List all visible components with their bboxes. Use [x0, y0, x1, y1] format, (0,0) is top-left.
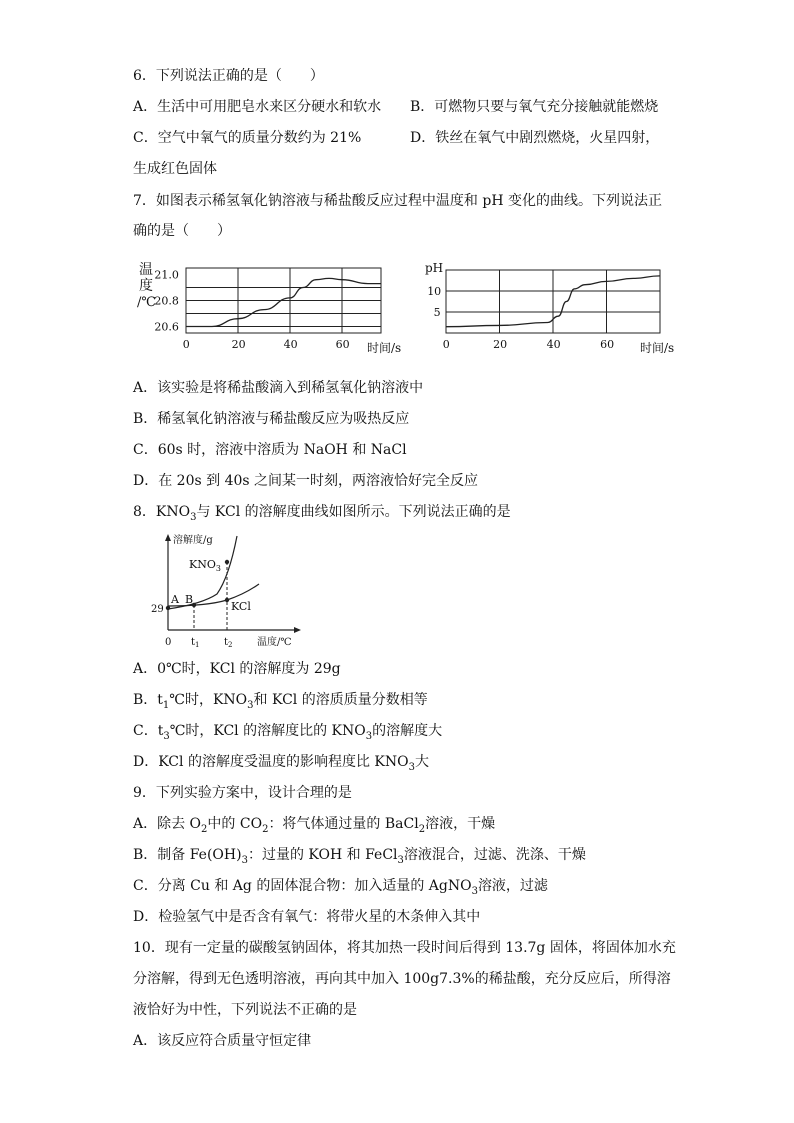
ph-xtick-60: 60 [600, 338, 615, 351]
point-kcl-t2 [225, 598, 229, 602]
ph-xtick-40: 40 [546, 338, 561, 351]
temp-ytick-21.0: 21.0 [154, 268, 179, 282]
sol-ylabel: 溶解度/g [173, 535, 213, 546]
q6-option-b: B．可燃物只要与氧气充分接触就能燃烧 [410, 99, 659, 115]
temp-xtick-60: 60 [335, 338, 350, 351]
sol-ytick-29: 29 [151, 604, 164, 615]
q10-option-a: A．该反应符合质量守恒定律 [133, 1033, 312, 1049]
ph-xlabel: 时间/s [640, 341, 675, 355]
q7-option-b: B．稀氢氧化钠溶液与稀盐酸反应为吸热反应 [133, 411, 410, 427]
ph-chart [420, 258, 690, 358]
temp-ylabel-2: 度 [139, 278, 153, 294]
temp-chart-grid [186, 268, 381, 333]
temp-ytick-20.6: 20.6 [154, 320, 179, 334]
q10-stem-3: 液恰好为中性，下列说法不正确的是 [133, 1002, 357, 1018]
sol-y-arrow [165, 534, 171, 541]
q9-option-a: A．除去 $O_2$中的 $CO_2$：将气体通过量的 BaCl$_2$溶液，干燥 [133, 816, 496, 835]
q10-stem-1: 10．现有一定量的碳酸氢钠固体，将其加热一段时间后得到 13.7g 固体，将固体加水充 [133, 940, 676, 956]
q9-option-b: B．制备 $Fe(OH)_3$：过量的 KOH 和 FeCl$_3$溶液混合，过滤、洗涤、干燥 [133, 847, 586, 866]
solubility-chart [147, 532, 307, 650]
temp-xlabel: 时间/s [367, 341, 402, 355]
ph-ylabel: pH [425, 261, 444, 275]
point-a [166, 606, 170, 610]
ph-chart-grid [446, 270, 660, 333]
temp-ytick-20.8: 20.8 [154, 294, 179, 308]
temp-xtick-0: 0 [182, 338, 190, 351]
q9-option-d: D．检验氢气中是否含有氧气：将带火星的木条伸入其中 [133, 909, 481, 925]
q8-stem: 8．$KNO_3$与 KCl 的溶解度曲线如图所示。下列说法正确的是 [133, 504, 511, 523]
q9-stem: 9．下列实验方案中，设计合理的是 [133, 785, 352, 801]
sol-xtick-t2: $t_2$ [224, 637, 233, 649]
ph-xtick-20: 20 [493, 338, 508, 351]
temp-ylabel-3: /℃ [137, 295, 156, 310]
sol-xtick-t1: $t_1$ [191, 637, 200, 649]
q6-option-c: C．空气中氧气的质量分数约为 21% [133, 130, 362, 146]
q10-stem-2: 分溶解，得到无色透明溶液，再向其中加入 100g7.3%的稀盐酸，充分反应后，所得溶 [133, 971, 671, 987]
q8-option-a: A．0℃时，KCl 的溶解度为 29g [133, 661, 341, 677]
ph-xtick-0: 0 [442, 338, 450, 351]
temp-xtick-40: 40 [283, 338, 298, 351]
temp-curve [186, 278, 381, 326]
q8-option-d: D．KCl 的溶解度受温度的影响程度比 $KNO_3$大 [133, 754, 429, 773]
q8-option-c: C．$t_3℃$时，KCl 的溶解度比的 $KNO_3$的溶解度大 [133, 723, 443, 742]
q7-option-a: A．该实验是将稀盐酸滴入到稀氢氧化钠溶液中 [133, 380, 424, 396]
q6-option-d: D．铁丝在氧气中剧烈燃烧，火星四射， [410, 130, 660, 146]
label-a: A [171, 593, 179, 606]
q7-stem-1: 7．如图表示稀氢氧化钠溶液与稀盐酸反应过程中温度和 pH 变化的曲线。下列说法正 [133, 193, 662, 209]
q9-option-c: C．分离 Cu 和 Ag 的固体混合物：加入适量的 AgNO$_3$溶液，过滤 [133, 878, 548, 897]
q7-stem-2: 确的是（ ） [133, 223, 231, 239]
label-b: B [185, 593, 194, 606]
q6-stem: 6．下列说法正确的是（ ） [133, 68, 324, 84]
sol-x-arrow [294, 627, 301, 633]
temp-ylabel-1: 温 [139, 262, 153, 278]
ph-ytick-5: 5 [433, 306, 441, 319]
temperature-chart [133, 258, 408, 358]
q7-option-c: C．60s 时，溶液中溶质为 NaOH 和 NaCl [133, 442, 407, 458]
q6-option-a: A．生活中可用肥皂水来区分硬水和软水 [133, 99, 382, 115]
sol-xtick-0: 0 [165, 637, 172, 648]
kcl-label: KCl [231, 600, 251, 613]
ph-ytick-10: 10 [427, 285, 442, 298]
q6-option-d-cont: 生成红色固体 [133, 161, 217, 177]
q7-option-d: D．在 20s 到 40s 之间某一时刻，两溶液恰好完全反应 [133, 473, 479, 489]
kno3-label: $KNO_3$ [189, 558, 221, 573]
point-kno3-t2 [225, 560, 229, 564]
sol-xlabel: 温度/℃ [257, 637, 292, 648]
temp-xtick-20: 20 [231, 338, 246, 351]
q8-option-b: B．$t_1℃$时，$KNO_3$和 KCl 的溶质质量分数相等 [133, 692, 428, 711]
